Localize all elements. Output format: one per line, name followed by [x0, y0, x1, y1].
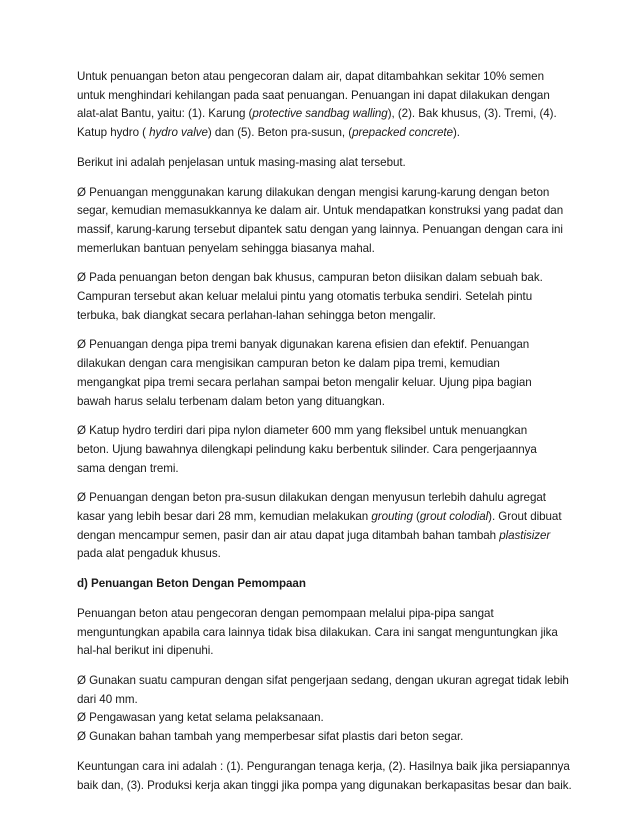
- text-line: [77, 527, 571, 546]
- section-heading: [77, 575, 571, 594]
- italic-term: plastisizer: [499, 528, 551, 542]
- intro-paragraph: [77, 68, 571, 143]
- text-line: segar, kemudian memasukkannya ke dalam air. Untuk mendapatkan konstruksi yang padat dan: [77, 204, 564, 218]
- text-run: dengan mencampur semen, pasir dan air atau dapat juga ditambah bahan tambah: [77, 528, 500, 542]
- text-line: Ø Katup hydro terdiri dari pipa nylon diameter 600 mm yang fleksibel untuk menuangkan: [77, 424, 528, 438]
- text-line: Keuntungan cara ini adalah : (1). Pengurangan tenaga kerja, (2). Hasilnya baik jika persiapannya: [77, 759, 570, 773]
- document-page: [77, 68, 571, 795]
- explanation-paragraph: [77, 154, 571, 173]
- text-line: dilakukan dengan cara mengisikan campuran beton ke dalam pipa tremi, kemudian: [77, 357, 500, 371]
- text-line: [77, 105, 571, 124]
- syarat-list: [77, 672, 571, 747]
- italic-term: hydro valve: [149, 126, 208, 140]
- list-item: Ø Gunakan suatu campuran dengan sifat pengerjaan sedang, dengan ukuran agregat tidak lebih: [77, 673, 569, 687]
- text-run: ).: [453, 126, 460, 140]
- text-line: untuk menghindari kehilangan pada saat penuangan. Penuangan ini dapat dilakukan dengan: [77, 88, 550, 102]
- prasusun-paragraph: [77, 489, 571, 564]
- list-item: Ø Pengawasan yang ketat selama pelaksanaan.: [77, 711, 324, 725]
- text-run: ), (2). Bak khusus, (3). Tremi, (4).: [387, 107, 557, 121]
- text-line: [77, 124, 571, 143]
- text-line: Ø Penuangan denga pipa tremi banyak digunakan karena efisien dan efektif. Penuangan: [77, 338, 530, 352]
- bak-paragraph: [77, 269, 571, 325]
- text-line: terbuka, bak diangkat secara perlahan-lahan sehingga beton mengalir.: [77, 308, 436, 322]
- text-line: Ø Penuangan menggunakan karung dilakukan dengan mengisi karung-karung dengan beton: [77, 185, 550, 199]
- text-run: kasar yang lebih besar dari 28 mm, kemudian melakukan: [77, 510, 372, 524]
- keuntungan-paragraph: [77, 758, 571, 795]
- text-line: massif, karung-karung tersebut dipantek satu dengan yang lainnya. Penuangan dengan cara ini: [77, 222, 563, 236]
- text-run: Katup hydro (: [77, 126, 150, 140]
- text-line: Ø Pada penuangan beton dengan bak khusus, campuran beton diisikan dalam sebuah bak.: [77, 271, 543, 285]
- tremi-paragraph: [77, 336, 571, 411]
- text-line: [77, 508, 571, 527]
- text-line: Penuangan beton atau pengecoran dengan pemompaan melalui pipa-pipa sangat: [77, 606, 494, 620]
- italic-term: grouting: [371, 510, 413, 524]
- italic-term: protective sandbag walling: [252, 107, 388, 121]
- text-line: Untuk penuangan beton atau pengecoran dalam air, dapat ditambahkan sekitar 10% semen: [77, 70, 544, 83]
- pompa-paragraph: [77, 605, 571, 661]
- list-item: Ø Gunakan bahan tambah yang memperbesar sifat plastis dari beton segar.: [77, 730, 464, 744]
- text-line: baik dan, (3). Produksi kerja akan tinggi jika pompa yang digunakan berkapasitas besar dan baik.: [77, 778, 572, 792]
- text-line: Campuran tersebut akan keluar melalui pintu yang otomatis terbuka sendiri. Setelah pintu: [77, 290, 533, 304]
- karung-paragraph: [77, 184, 571, 259]
- italic-term: grout colodial: [419, 510, 489, 524]
- heading-text: d) Penuangan Beton Dengan Pemompaan: [77, 577, 306, 591]
- text-run: ) dan (5). Beton pra-susun, (: [207, 126, 353, 140]
- text-run: alat-alat Bantu, yaitu: (1). Karung (: [77, 107, 253, 121]
- text-run: ). Grout dibuat: [488, 510, 562, 524]
- text-line: beton. Ujung bawahnya dilengkapi pelindung kaku berbentuk silinder. Cara pengerjaannya: [77, 442, 537, 456]
- text-line: Ø Penuangan dengan beton pra-susun dilakukan dengan menyusun terlebih dahulu agregat: [77, 491, 546, 505]
- text-line: bawah harus selalu terbenam dalam beton yang dituangkan.: [77, 394, 385, 408]
- text-line: memerlukan bantuan penyelam sehingga biasanya mahal.: [77, 241, 375, 255]
- text-line: menguntungkan apabila cara lainnya tidak bisa dilakukan. Cara ini sangat menguntungkan jika: [77, 625, 558, 639]
- text-run: (: [412, 510, 420, 524]
- text-line: mengangkat pipa tremi secara perlahan sampai beton mengalir keluar. Ujung pipa bagian: [77, 375, 532, 389]
- text-line: hal-hal berikut ini dipenuhi.: [77, 644, 214, 658]
- list-item-continuation: dari 40 mm.: [77, 692, 138, 706]
- italic-term: prepacked concrete: [352, 126, 453, 140]
- katup-paragraph: [77, 422, 571, 478]
- text-line: pada alat pengaduk khusus.: [77, 547, 221, 561]
- text-line: Berikut ini adalah penjelasan untuk masing-masing alat tersebut.: [77, 155, 406, 169]
- text-line: sama dengan tremi.: [77, 461, 179, 475]
